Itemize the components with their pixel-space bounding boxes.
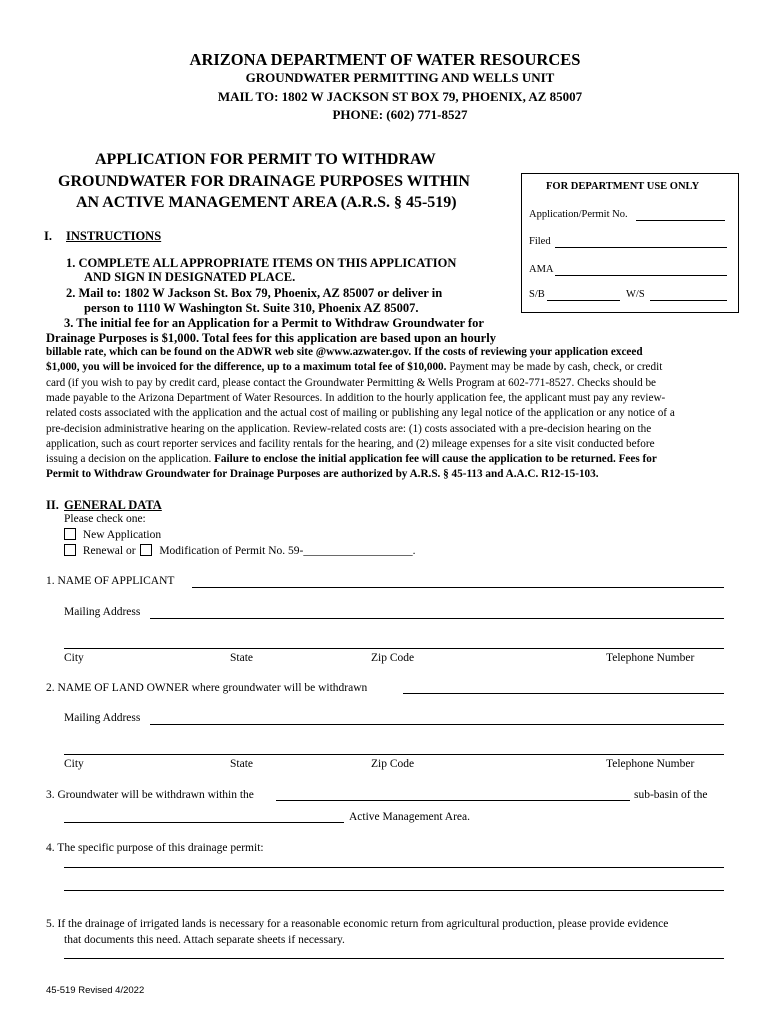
owner-city-label: City xyxy=(64,758,84,770)
owner-phone-label: Telephone Number xyxy=(606,758,695,770)
renewal-label: Renewal or xyxy=(82,545,136,557)
department-use-box xyxy=(521,173,739,313)
instruction-1-line-1: 1. COMPLETE ALL APPROPRIATE ITEMS ON THIS APPLICATION xyxy=(66,256,457,270)
owner-mailing-label: Mailing Address xyxy=(64,712,141,724)
general-data-number: II. xyxy=(46,498,59,512)
evidence-field[interactable] xyxy=(64,958,724,959)
applicant-name-label: 1. NAME OF APPLICANT xyxy=(46,575,175,587)
general-data-heading: GENERAL DATA xyxy=(64,498,162,512)
instruction-3-line-7: related costs associated with the application and the actual cost of mailing or publishing any legal notice of the application or any notice of a xyxy=(46,407,675,419)
instruction-3-line-6: made payable to the Arizona Department of Water Resources. In addition to the hourly application fee, the applicant must pay any review- xyxy=(46,392,666,404)
fee-notice-bold: $1,000, you will be invoiced for the difference, up to a maximum total fee of $10,000. xyxy=(46,361,447,373)
permit-no-label: Application/Permit No. xyxy=(529,209,628,220)
instruction-3-line-4 xyxy=(46,361,662,373)
applicant-mailing-label: Mailing Address xyxy=(64,606,141,618)
withdrawn-within-label: 3. Groundwater will be withdrawn within the xyxy=(46,789,254,801)
renewal-checkbox[interactable] xyxy=(64,544,76,556)
dept-box-heading: FOR DEPARTMENT USE ONLY xyxy=(546,181,700,192)
form-title-line-2: GROUNDWATER FOR DRAINAGE PURPOSES WITHIN xyxy=(58,173,470,190)
ama-label-text: Active Management Area. xyxy=(349,811,471,823)
payment-methods-text: Payment may be made by cash, check, or credit xyxy=(446,361,663,373)
instruction-3-line-5: card (if you wish to pay by credit card, please contact the Groundwater Permitting & Wells Program at 602-771-8527. Checks should be xyxy=(46,377,657,389)
mail-to-address: MAIL TO: 1802 W JACKSON ST BOX 79, PHOENIX, AZ 85007 xyxy=(217,89,583,104)
issuing-decision-text: issuing a decision on the application. xyxy=(46,453,212,465)
sb-label: S/B xyxy=(529,289,545,300)
land-owner-label: 2. NAME OF LAND OWNER where groundwater will be withdrawn xyxy=(46,682,368,694)
instruction-3-line-2: Drainage Purposes is $1,000. Total fees for this application are based upon an hourly xyxy=(46,331,496,345)
instruction-1-line-2: AND SIGN IN DESIGNATED PLACE. xyxy=(84,270,296,284)
applicant-mailing-field[interactable] xyxy=(150,618,724,619)
owner-address-line-2[interactable] xyxy=(64,754,724,755)
instruction-3-line-8: pre-decision administrative hearing on the application. Review-related costs are: (1) costs associated with a pre-decision hearing on the xyxy=(46,423,652,435)
modification-checkbox[interactable] xyxy=(140,544,152,556)
subbasin-field[interactable] xyxy=(276,800,630,801)
instructions-heading: INSTRUCTIONS xyxy=(66,229,162,243)
applicant-name-field[interactable] xyxy=(192,587,724,588)
agency-name: ARIZONA DEPARTMENT OF WATER RESOURCES xyxy=(189,50,581,69)
land-owner-field[interactable] xyxy=(403,693,724,694)
owner-mailing-field[interactable] xyxy=(150,724,724,725)
applicant-phone-label: Telephone Number xyxy=(606,652,695,664)
instruction-3-line-11: Permit to Withdraw Groundwater for Drainage Purposes are authorized by A.R.S. § 45-113 and A.A.C. R12-15-103. xyxy=(46,468,599,480)
form-title-line-1: APPLICATION FOR PERMIT TO WITHDRAW xyxy=(95,151,436,168)
modification-label: Modification of Permit No. 59-___________________. xyxy=(159,545,416,557)
unit-name: GROUNDWATER PERMITTING AND WELLS UNIT xyxy=(245,70,555,85)
owner-zip-label: Zip Code xyxy=(371,758,415,770)
permit-no-field[interactable] xyxy=(636,220,725,221)
instruction-2-line-1: 2. Mail to: 1802 W Jackson St. Box 79, Phoenix, AZ 85007 or deliver in xyxy=(66,286,443,300)
purpose-line-2[interactable] xyxy=(64,890,724,891)
form-revision: 45-519 Revised 4/2022 xyxy=(46,985,145,996)
form-title-line-3: AN ACTIVE MANAGEMENT AREA (A.R.S. § 45-519) xyxy=(76,194,457,211)
evidence-line-2: that documents this need. Attach separate sheets if necessary. xyxy=(64,934,345,946)
phone-number: PHONE: (602) 771-8527 xyxy=(332,107,468,122)
sb-field[interactable] xyxy=(547,300,620,301)
renewal-option xyxy=(64,544,416,557)
instruction-3-line-1: 3. The initial fee for an Application for a Permit to Withdraw Groundwater for xyxy=(64,316,484,330)
ws-field[interactable] xyxy=(650,300,727,301)
subbasin-label: sub-basin of the xyxy=(634,789,708,801)
ama-field[interactable] xyxy=(555,275,727,276)
instructions-number: I. xyxy=(44,229,52,243)
purpose-line-1[interactable] xyxy=(64,867,724,868)
ama-name-field[interactable] xyxy=(64,822,344,823)
evidence-line-1: 5. If the drainage of irrigated lands is necessary for a reasonable economic return from agricultural production, please provide evidence xyxy=(46,918,669,930)
instruction-3-line-9: application, such as court reporter services and facility rentals for the hearing, and (2) mileage expenses for a site visit conducted before xyxy=(46,438,655,450)
new-application-option xyxy=(64,528,161,541)
instruction-3-line-3: billable rate, which can be found on the ADWR web site @www.azwater.gov. If the costs of reviewing your application exceed xyxy=(46,346,643,358)
instruction-2-line-2: person to 1110 W Washington St. Suite 310, Phoenix AZ 85007. xyxy=(84,301,419,315)
failure-notice-bold: Failure to enclose the initial application fee will cause the application to be returned. Fees for xyxy=(211,453,657,465)
applicant-zip-label: Zip Code xyxy=(371,652,415,664)
applicant-address-line-2[interactable] xyxy=(64,648,724,649)
new-application-checkbox[interactable] xyxy=(64,528,76,540)
owner-state-label: State xyxy=(230,758,253,770)
check-one-label: Please check one: xyxy=(64,513,146,525)
new-application-label: New Application xyxy=(82,529,162,541)
filed-field[interactable] xyxy=(555,247,727,248)
ws-label: W/S xyxy=(626,289,645,300)
applicant-city-label: City xyxy=(64,652,84,664)
purpose-label: 4. The specific purpose of this drainage permit: xyxy=(46,842,264,854)
ama-label: AMA xyxy=(529,264,554,275)
instruction-3-line-10 xyxy=(46,453,657,465)
applicant-state-label: State xyxy=(230,652,253,664)
filed-label: Filed xyxy=(529,236,551,247)
